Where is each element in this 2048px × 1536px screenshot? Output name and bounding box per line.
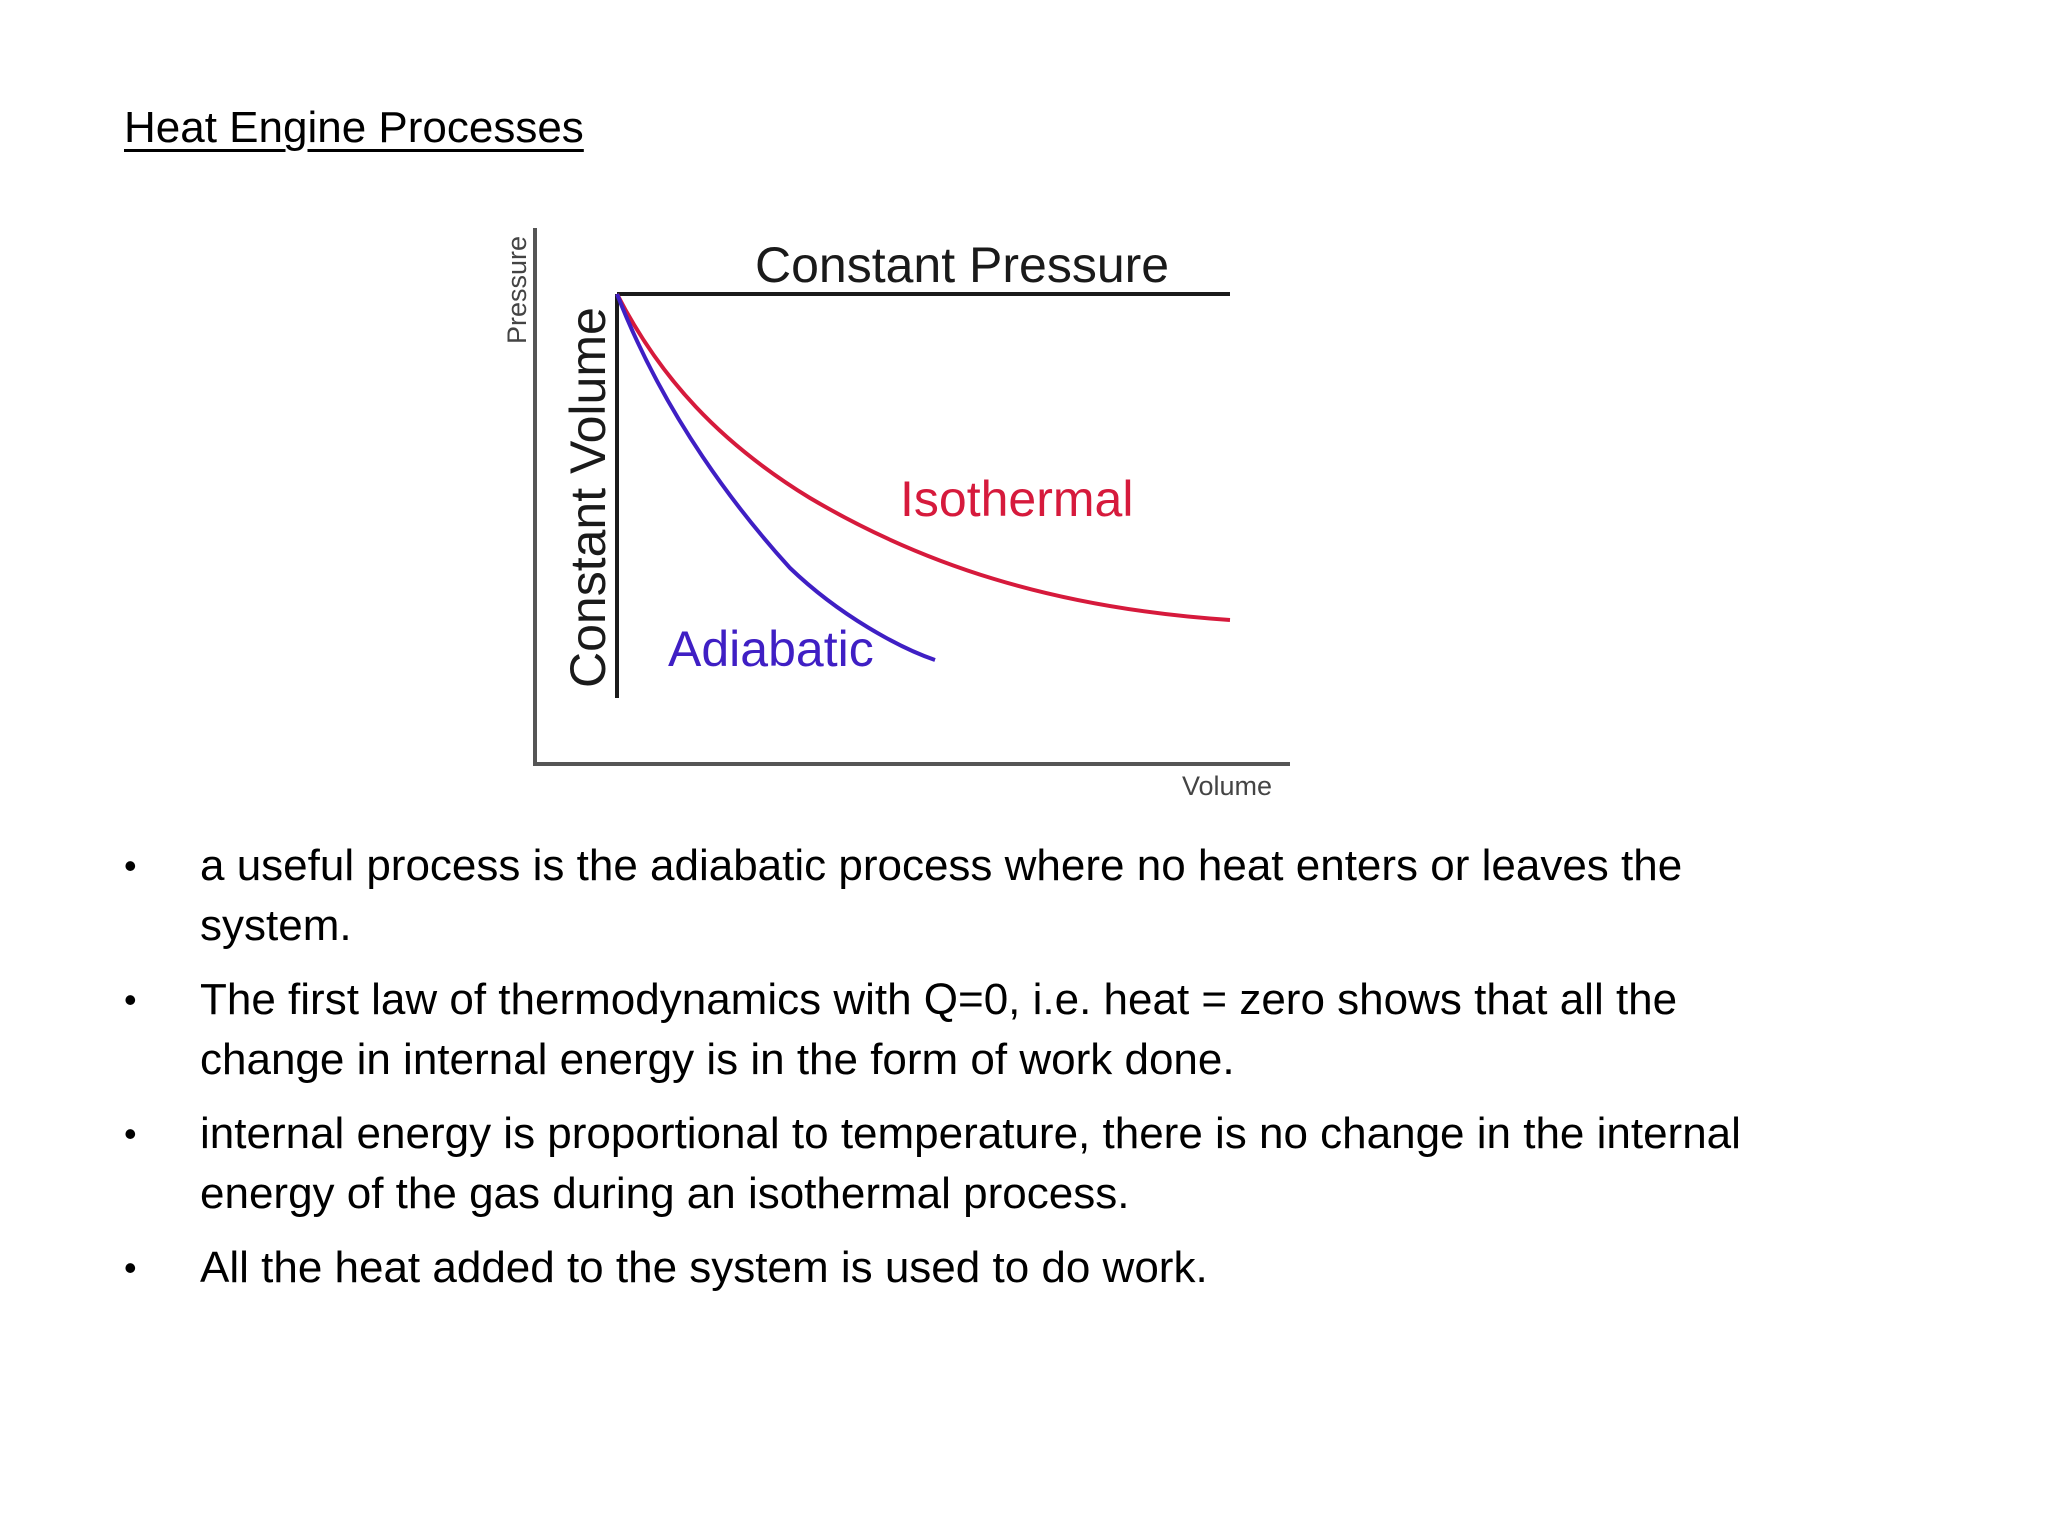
bullet-text: All the heat added to the system is used to do work. — [200, 1243, 1208, 1292]
isothermal-label: Isothermal — [900, 471, 1134, 527]
list-item — [124, 1104, 1824, 1224]
bullet-list — [124, 836, 1824, 1312]
list-item — [124, 1238, 1824, 1298]
x-axis-label: Volume — [1181, 771, 1273, 801]
isothermal-curve — [617, 294, 1230, 620]
bullet-marker: • — [124, 845, 137, 886]
list-item — [124, 970, 1824, 1090]
y-axis-label: Pressure — [502, 235, 532, 345]
bullet-text: a useful process is the adiabatic process where no heat enters or leaves the system. — [200, 841, 1683, 950]
bullet-marker: • — [124, 1113, 137, 1154]
bullet-marker: • — [124, 979, 137, 1020]
constant-pressure-label: Constant Pressure — [755, 237, 1170, 293]
slide-title: Heat Engine Processes — [124, 103, 584, 152]
bullet-text: internal energy is proportional to temperature, there is no change in the internal energy of the gas during an isothermal process. — [200, 1109, 1741, 1218]
pv-diagram — [490, 228, 1310, 818]
constant-volume-label: Constant Volume — [560, 307, 616, 688]
adiabatic-label: Adiabatic — [668, 621, 874, 677]
list-item — [124, 836, 1824, 956]
pv-diagram-svg — [490, 228, 1310, 818]
bullet-text: The first law of thermodynamics with Q=0, i.e. heat = zero shows that all the change in internal energy is in the form of work done. — [200, 975, 1678, 1084]
bullet-marker: • — [124, 1247, 137, 1288]
